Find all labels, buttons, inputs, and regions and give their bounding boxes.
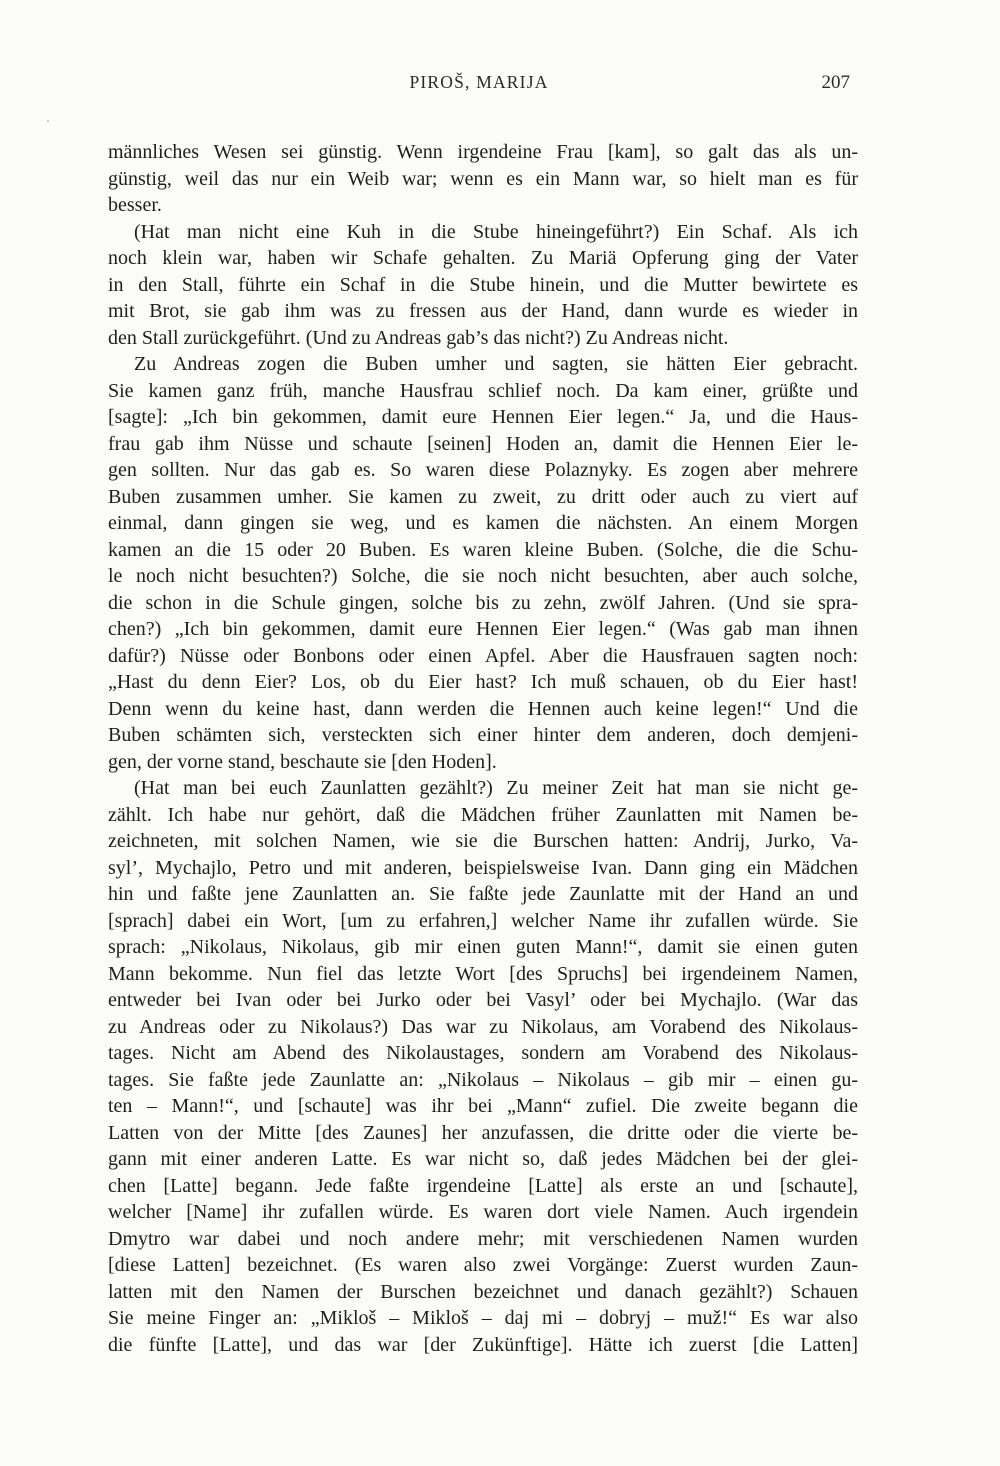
text-line: Denn wenn du keine hast, dann werden die Hennen auch keine legen!“ Und die — [108, 697, 858, 720]
text-line: Dmytro war dabei und noch andere mehr; mit verschiedenen Namen wurden — [108, 1227, 858, 1250]
text-line: latten mit den Namen der Burschen bezeichnet und danach gezählt?) Schauen — [108, 1280, 858, 1303]
text-line: (Hat man nicht eine Kuh in die Stube hineingeführt?) Ein Schaf. Als ich — [134, 220, 858, 243]
text-line: ten – Mann!“, und [schaute] was ihr bei „Mann“ zufiel. Die zweite begann die — [108, 1095, 858, 1117]
text-line: besser. — [108, 194, 162, 216]
text-line: dafür?) Nüsse oder Bonbons oder einen Apfel. Aber die Hausfrauen sagten noch: — [108, 644, 858, 667]
running-title: PIROŠ, MARIJA — [409, 72, 549, 92]
text-line: hin und faßte jene Zaunlatten an. Sie faßte jede Zaunlatte mit der Hand an und — [108, 883, 858, 905]
text-line: [sagte]: „Ich bin gekommen, damit eure Hennen Eier legen.“ Ja, und die Haus- — [108, 406, 858, 428]
text-line: Latten von der Mitte [des Zaunes] her anzufassen, die dritte oder die vierte be- — [108, 1121, 858, 1144]
text-line: le noch nicht besuchten?) Solche, die sie noch nicht besuchten, aber auch solche, — [108, 565, 858, 587]
page-number: 207 — [821, 72, 850, 93]
text-line: sprach: „Nikolaus, Nikolaus, gib mir einen guten Mann!“, damit sie einen guten — [108, 936, 858, 958]
text-line: zeichneten, mit solchen Namen, wie sie die Burschen hatten: Andrij, Jurko, Va- — [108, 830, 858, 852]
text-line: Buben schämten sich, versteckten sich einer hinter dem anderen, doch demjeni- — [108, 724, 858, 746]
text-line: welcher [Name] ihr zufallen würde. Es waren dort viele Namen. Auch irgendein — [108, 1201, 858, 1223]
page-header — [108, 72, 850, 98]
text-line: Sie kamen ganz früh, manche Hausfrau schlief noch. Da kam einer, grüßte und — [108, 379, 858, 402]
text-line: entweder bei Ivan oder bei Jurko oder bei Vasyl’ oder bei Mychajlo. (War das — [108, 989, 858, 1011]
text-line: mit Brot, sie gab ihm was zu fressen aus der Hand, dann wurde es wieder in — [108, 300, 858, 322]
text-line: die schon in die Schule gingen, solche bis zu zehn, zwölf Jahren. (Und sie spra- — [108, 591, 858, 614]
text-line: chen [Latte] begann. Jede faßte irgendeine [Latte] als erste an und [schaute], — [108, 1174, 858, 1197]
text-line: „Hast du denn Eier? Los, ob du Eier hast? Ich muß schauen, ob du Eier hast! — [108, 671, 858, 693]
text-line: zählt. Ich habe nur gehört, daß die Mädchen früher Zaunlatten mit Namen be- — [108, 803, 858, 826]
text-line: Buben zusammen umher. Sie kamen zu zweit, zu dritt oder auch zu viert auf — [108, 485, 858, 508]
text-line: die fünfte [Latte], und das war [der Zukünftige]. Hätte ich zuerst [die Latten] — [108, 1333, 858, 1356]
text-line: in den Stall, führte ein Schaf in die Stube hinein, und die Mutter bewirtete es — [108, 273, 858, 296]
text-line: chen?) „Ich bin gekommen, damit eure Hennen Eier legen.“ (Was gab man ihnen — [108, 618, 858, 640]
text-line: zu Andreas oder zu Nikolaus?) Das war zu Nikolaus, am Vorabend des Nikolaus- — [108, 1015, 858, 1038]
text-line: frau gab ihm Nüsse und schaute [seinen] Hoden an, damit die Hennen Eier le- — [108, 432, 858, 455]
text-line: syl’, Mychajlo, Petro und mit anderen, beispielsweise Ivan. Dann ging ein Mädchen — [108, 856, 858, 879]
text-line: (Hat man bei euch Zaunlatten gezählt?) Zu meiner Zeit hat man sie nicht ge- — [134, 777, 858, 799]
text-line: männliches Wesen sei günstig. Wenn irgendeine Frau [kam], so galt das als un- — [108, 141, 858, 163]
text-line: noch klein war, haben wir Schafe gehalten. Zu Mariä Opferung ging der Vater — [108, 247, 858, 269]
text-line: Zu Andreas zogen die Buben umher und sagten, sie hätten Eier gebracht. — [134, 353, 858, 375]
text-line: [diese Latten] bezeichnet. (Es waren also zwei Vorgänge: Zuerst wurden Zaun- — [108, 1254, 858, 1276]
text-line: [sprach] dabei ein Wort, [um zu erfahren,] welcher Name ihr zufallen würde. Sie — [108, 909, 858, 932]
text-line: tages. Sie faßte jede Zaunlatte an: „Nikolaus – Nikolaus – gib mir – einen gu- — [108, 1068, 858, 1091]
text-line: günstig, weil das nur ein Weib war; wenn es ein Mann war, so hielt man es für — [108, 167, 858, 190]
body-text — [108, 139, 858, 1358]
text-line: einmal, dann gingen sie weg, und es kamen die nächsten. An einem Morgen — [108, 512, 858, 534]
text-line: den Stall zurückgeführt. (Und zu Andreas gab’s das nicht?) Zu Andreas nicht. — [108, 326, 729, 349]
text-line: gen, der vorne stand, beschaute sie [den Hoden]. — [108, 750, 497, 773]
text-line: Mann bekomme. Nun fiel das letzte Wort [des Spruchs] bei irgendeinem Namen, — [108, 962, 858, 985]
text-line: Sie meine Finger an: „Mikloš – Mikloš – daj mi – dobryj – muž!“ Es war also — [108, 1307, 858, 1329]
text-line: gen sollten. Nur das gab es. So waren diese Polaznyky. Es zogen aber mehrere — [108, 459, 858, 481]
text-line: kamen an die 15 oder 20 Buben. Es waren kleine Buben. (Solche, die die Schu- — [108, 538, 858, 561]
scan-speck — [47, 120, 49, 122]
text-line: tages. Nicht am Abend des Nikolaustages, sondern am Vorabend des Nikolaus- — [108, 1042, 858, 1064]
text-line: gann mit einer anderen Latte. Es war nicht so, daß jedes Mädchen bei der glei- — [108, 1148, 858, 1170]
